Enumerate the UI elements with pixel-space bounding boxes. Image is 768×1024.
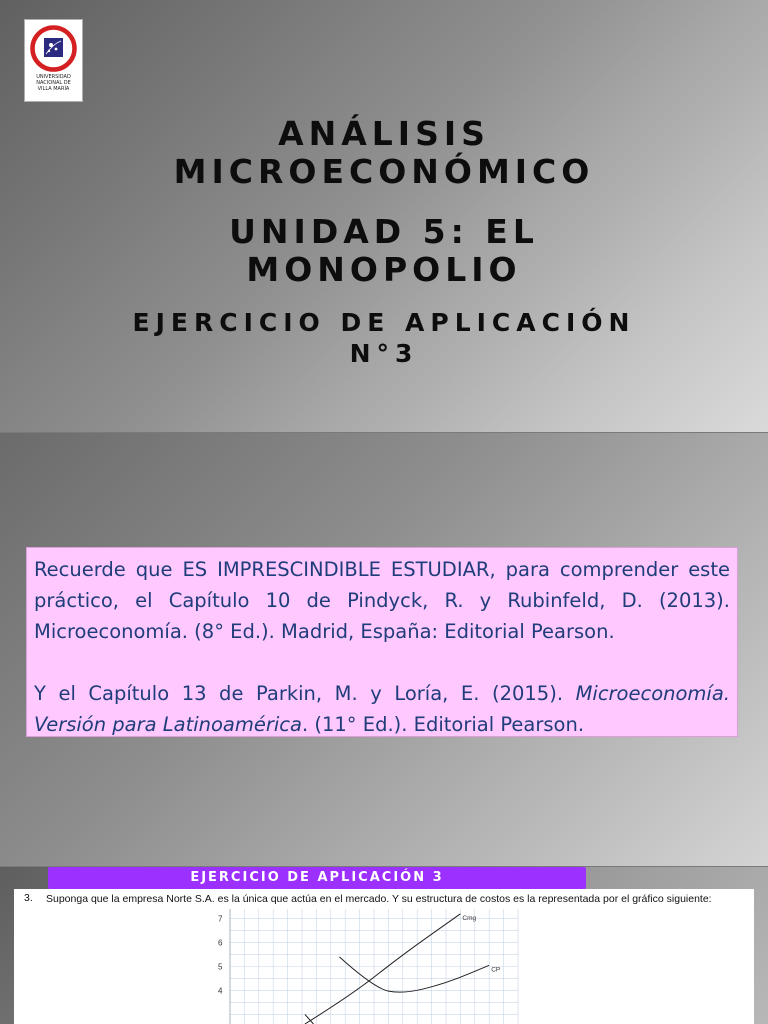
series-label-cmg: Cmg (462, 914, 477, 922)
exercise-page (14, 889, 754, 1024)
university-seal-icon (29, 24, 78, 73)
book-title: Microeconomía. Versión para Latinoamérica (34, 682, 730, 736)
unit-title (0, 213, 768, 289)
cost-chart (212, 907, 522, 1024)
reading-note-paragraph-2 (34, 678, 730, 740)
title-slide (0, 0, 768, 432)
reading-note-box (26, 547, 738, 737)
subtitle-line: EJERCICIO DE APLICACIÓN (132, 308, 636, 337)
university-logo (24, 19, 83, 102)
reading-note-slide (0, 433, 768, 866)
logo-line: VILLA MARÍA (37, 86, 70, 92)
unit-line: MONOPOLIO (246, 250, 522, 289)
logo-caption (25, 74, 82, 92)
series-line-cp (339, 957, 489, 992)
unit-line: UNIDAD 5: EL (229, 212, 539, 251)
title-line: ANÁLISIS (278, 114, 490, 153)
y-tick-label: 4 (218, 986, 223, 996)
y-tick-label: 6 (218, 938, 223, 948)
paragraph-2-edition: . (11° Ed.). Editorial Pearson. (301, 713, 585, 736)
exercise-statement: Suponga que la empresa Norte S.A. es la única que actúa en el mercado. Y su estructura de costos es la representada por el gráfico siguiente: (46, 893, 712, 905)
paragraph-2-text: Y el Capítulo 13 de Parkin, M. y Loría, E. (2015). (34, 682, 576, 705)
course-title (0, 115, 768, 191)
subtitle-line: N°3 (349, 339, 419, 368)
reading-note-paragraph-1: Recuerde que ES IMPRESCINDIBLE ESTUDIAR, para comprender este práctico, el Capítulo 10 de Pindyck, R. y Rubinfeld, D. (2013). Microeconomía. (8° Ed.). Madrid, España: Editorial Pearson. (34, 558, 730, 643)
y-tick-label: 5 (218, 962, 223, 972)
exercise-subtitle (0, 307, 768, 369)
exercise-slide (0, 867, 768, 1024)
title-line: MICROECONÓMICO (173, 152, 595, 191)
y-tick-label: 7 (218, 914, 223, 924)
cost-chart-svg (212, 907, 522, 1024)
exercise-number: 3. (24, 892, 33, 904)
series-label-cp: CP (491, 966, 501, 974)
exercise-header: EJERCICIO DE APLICACIÓN 3 (48, 867, 586, 889)
logo-line: NACIONAL DE (36, 80, 71, 86)
logo-line: UNIVERSIDAD (36, 74, 71, 80)
